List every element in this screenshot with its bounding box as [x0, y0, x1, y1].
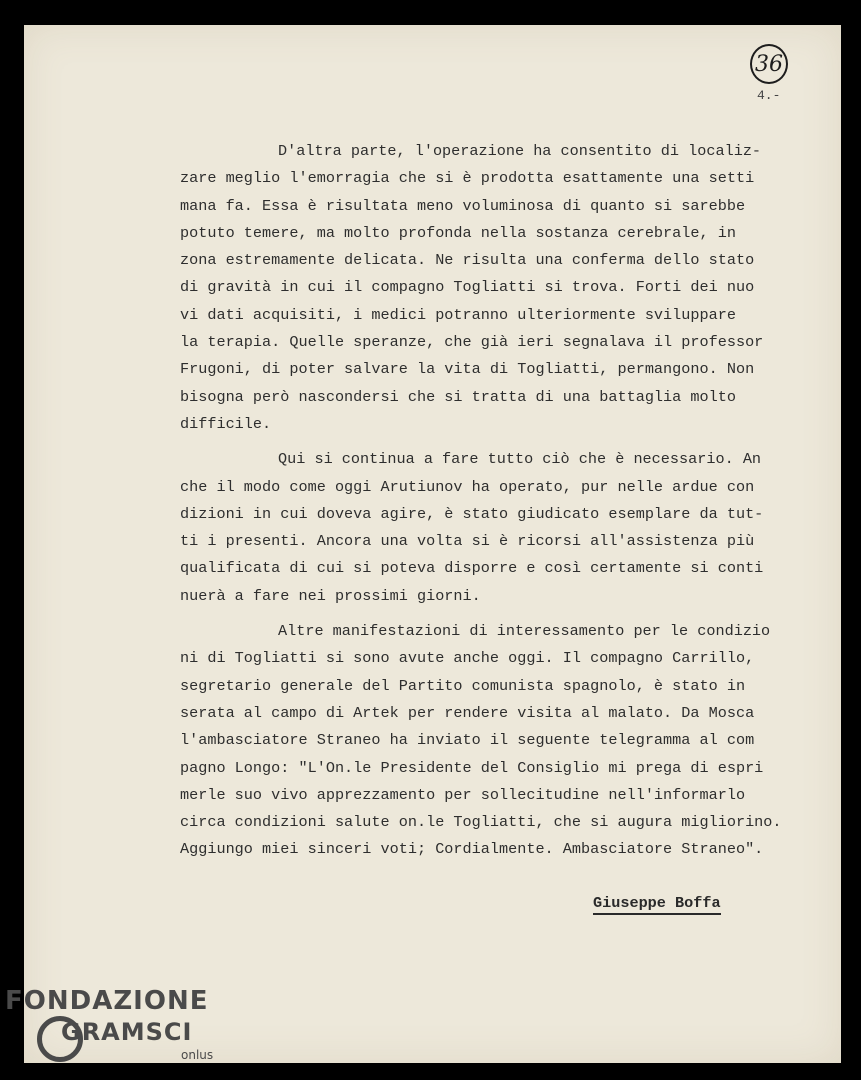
text-line: Aggiungo miei sinceri voti; Cordialmente. Ambasciatore Straneo". — [180, 840, 764, 859]
text-line: la terapia. Quelle speranze, che già ieri segnalava il professor — [180, 333, 764, 352]
text-line: potuto temere, ma molto profonda nella sostanza cerebrale, in — [180, 223, 736, 242]
text-line: difficile. — [180, 414, 272, 433]
signature: Giuseppe Boffa — [593, 894, 721, 915]
text-line: circa condizioni salute on.le Togliatti, che si augura migliorino. — [180, 813, 782, 832]
logo-text-line2: GRAMSCI — [61, 1018, 193, 1046]
document-body — [180, 138, 820, 864]
text-line: serata al campo di Artek per rendere visita al malato. Da Mosca — [180, 703, 755, 722]
sheet-label: 4.- — [757, 88, 781, 103]
text-line: merle suo vivo apprezzamento per sollecitudine nell'informarlo — [180, 785, 746, 804]
text-line: qualificata di cui si poteva disporre e così certamente si conti — [180, 559, 764, 578]
logo-text-line1: FONDAZIONE — [5, 986, 209, 1016]
text-line: ni di Togliatti si sono avute anche oggi. Il compagno Carrillo, — [180, 649, 755, 668]
text-line: zona estremamente delicata. Ne risulta una conferma dello stato — [180, 251, 755, 270]
logo-suffix: onlus — [181, 1048, 214, 1062]
text-line: segretario generale del Partito comunista spagnolo, è stato in — [180, 676, 746, 695]
text-line: pagno Longo: "L'On.le Presidente del Consiglio mi prega di espri — [180, 758, 764, 777]
text-line: nuerà a fare nei prossimi giorni. — [180, 586, 481, 605]
text-line: Frugoni, di poter salvare la vita di Togliatti, permangono. Non — [180, 360, 755, 379]
text-line: l'ambasciatore Straneo ha inviato il seguente telegramma al com — [180, 731, 755, 750]
text-line: mana fa. Essa è risultata meno voluminosa di quanto si sarebbe — [180, 196, 746, 215]
text-line: vi dati acquisiti, i medici potranno ulteriormente sviluppare — [180, 305, 736, 324]
text-line: Qui si continua a fare tutto ciò che è necessario. An — [278, 450, 762, 469]
text-line: dizioni in cui doveva agire, è stato giudicato esemplare da tut- — [180, 504, 764, 523]
text-line: ti i presenti. Ancora una volta si è ricorsi all'assistenza più — [180, 532, 755, 551]
text-line: di gravità in cui il compagno Togliatti si trova. Forti dei nuo — [180, 278, 755, 297]
page-number-circled: 36 — [750, 44, 788, 84]
text-line: Altre manifestazioni di interessamento per le condizio — [278, 622, 771, 641]
text-line: D'altra parte, l'operazione ha consentito di localiz- — [278, 142, 762, 160]
fondazione-gramsci-logo — [5, 986, 225, 1076]
text-line: bisogna però nascondersi che si tratta di una battaglia molto — [180, 387, 736, 406]
text-line: che il modo come oggi Arutiunov ha operato, pur nelle ardue con — [180, 477, 755, 496]
text-line: zare meglio l'emorragia che si è prodotta esattamente una setti — [180, 169, 755, 188]
